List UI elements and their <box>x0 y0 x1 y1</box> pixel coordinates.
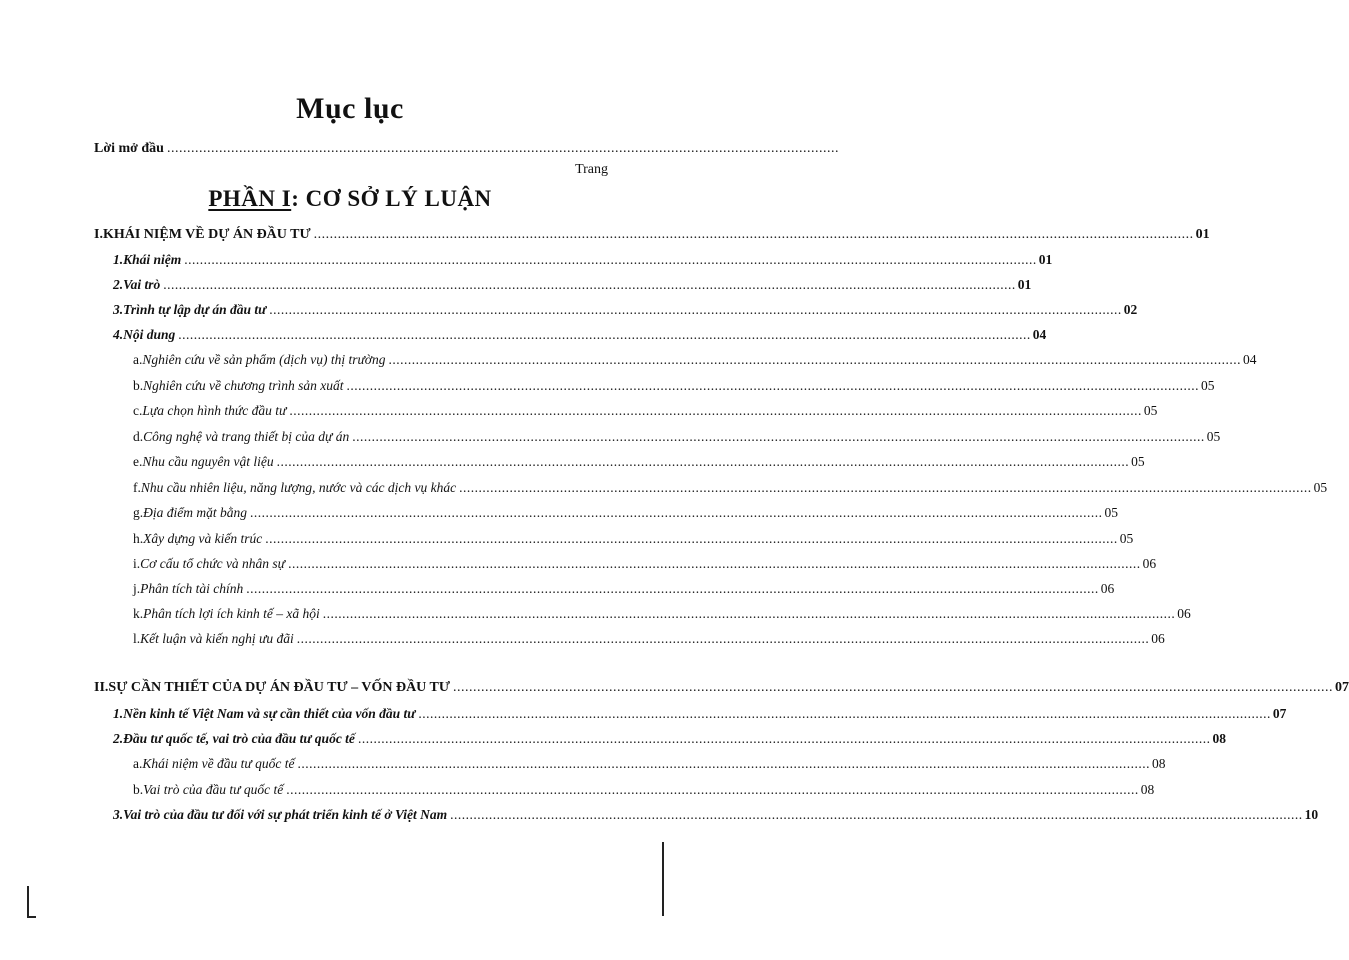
toc-entry-label: KHÁI NIỆM VỀ DỰ ÁN ĐẦU TƯ <box>102 227 311 242</box>
part-heading-title: : CƠ SỞ LÝ LUẬN <box>291 186 492 211</box>
toc-entry-page: 06 <box>1142 556 1157 571</box>
toc-entry-number: b. <box>133 782 144 797</box>
part-heading-number: PHẦN I <box>208 186 292 211</box>
toc-entry[interactable] <box>133 402 1158 420</box>
toc-entry[interactable] <box>113 276 1032 294</box>
toc-entry[interactable] <box>113 301 1138 319</box>
preface-line[interactable] <box>94 140 839 158</box>
toc-entry-page: 07 <box>1335 680 1349 695</box>
dot-leader: ............................................................................................................................................................................................................................ <box>352 429 1205 444</box>
toc-entry-page: 01 <box>1195 227 1210 242</box>
toc-entry-label: Kết luận và kiến nghị ưu đãi <box>140 631 294 646</box>
toc-entry-label: Trình tự lập dự án đầu tư <box>123 302 267 317</box>
toc-entry-number: g. <box>133 505 144 520</box>
toc-entry[interactable] <box>133 377 1215 395</box>
toc-entry-page: 06 <box>1177 606 1191 621</box>
toc-entry-label: Nền kinh tế Việt Nam và sự cần thiết của vốn đầu tư <box>123 706 416 721</box>
dot-leader: ............................................................................................................................................................................................................................ <box>286 782 1139 797</box>
dot-leader: ............................................................................................................................................................................................................................ <box>346 378 1200 393</box>
toc-entry-label: Khái niệm <box>123 252 182 267</box>
toc-entry-number: 3. <box>113 807 124 822</box>
toc-entry-number: j. <box>133 581 141 596</box>
dot-leader: ............................................................................................................................................................................................................................ <box>178 327 1031 342</box>
toc-entry-page: 08 <box>1212 731 1226 746</box>
toc-entry-page: 05 <box>1119 531 1134 546</box>
toc-entry-label: Vai trò của đầu tư quốc tế <box>143 782 284 797</box>
toc-entry[interactable] <box>94 226 1210 244</box>
toc-entry-page: 01 <box>1038 252 1053 267</box>
toc-entry-number: 3. <box>113 302 124 317</box>
dot-leader: ............................................................................................................................................................................................................................ <box>450 807 1303 822</box>
toc-entry-number: e. <box>133 454 143 469</box>
dot-leader: ............................................................................................................................................................................................................................ <box>288 556 1141 571</box>
toc-entry-label: Nội dung <box>123 327 176 342</box>
toc-entry-number: c. <box>133 403 143 418</box>
toc-entry[interactable] <box>113 806 1319 824</box>
toc-entry-number: a. <box>133 756 143 771</box>
toc-entry-page: 07 <box>1272 706 1287 721</box>
left-margin-mark <box>27 886 29 918</box>
toc-entry-page: 05 <box>1313 480 1328 495</box>
toc-entry-page: 04 <box>1243 352 1257 367</box>
toc-entry-number: 1. <box>113 706 124 721</box>
toc-entry-label: Công nghệ và trang thiết bị của dự án <box>143 429 350 444</box>
toc-entry-label: SỰ CẦN THIẾT CỦA DỰ ÁN ĐẦU TƯ – VỐN ĐẦU TƯ <box>108 680 451 695</box>
toc-entry-page: 02 <box>1123 302 1138 317</box>
toc-entry-number: f. <box>133 480 141 495</box>
dot-leader: ............................................................................................................................................................................................................................ <box>357 731 1211 746</box>
toc-entry-page: 05 <box>1131 454 1145 469</box>
toc-entry-label: Vai trò <box>123 277 161 292</box>
toc-entry-page: 06 <box>1100 581 1115 596</box>
toc-entry[interactable] <box>133 755 1166 773</box>
toc-entry-number: II. <box>94 680 109 695</box>
dot-leader: ............................................................................................................................................................................................................................ <box>388 352 1242 367</box>
part-heading <box>0 186 700 212</box>
toc-entry[interactable] <box>133 428 1221 446</box>
toc-entry-label: Xây dựng và kiến trúc <box>143 531 263 546</box>
toc-entry[interactable] <box>133 555 1157 573</box>
toc-entry[interactable] <box>133 580 1115 598</box>
toc-entry-number: h. <box>133 531 144 546</box>
dot-leader: ............................................................................................................................................................................................................................ <box>163 277 1016 292</box>
toc-entry[interactable] <box>133 530 1134 548</box>
toc-entry-number: 1. <box>113 252 124 267</box>
toc-entry-page: 08 <box>1140 782 1155 797</box>
toc-entry-page: 10 <box>1304 807 1319 822</box>
toc-entry-number: I. <box>94 227 103 242</box>
toc-entry-page: 05 <box>1104 505 1118 520</box>
dot-leader: ............................................................................................................................................................................................................................ <box>265 531 1118 546</box>
toc-entry[interactable] <box>113 326 1047 344</box>
toc-entry-number: i. <box>133 556 141 571</box>
dot-leader: ........................................................................................................................................................................ <box>166 141 839 156</box>
toc-entry-page: 04 <box>1032 327 1047 342</box>
toc-entry-number: b. <box>133 378 144 393</box>
dot-leader: ............................................................................................................................................................................................................................ <box>296 631 1150 646</box>
toc-entry[interactable] <box>113 705 1287 723</box>
dot-leader: ............................................................................................................................................................................................................................ <box>276 454 1130 469</box>
toc-entry-label: Đầu tư quốc tế, vai trò của đầu tư quốc tế <box>123 731 355 746</box>
right-margin-mark <box>662 842 664 916</box>
toc-entry-number: k. <box>133 606 144 621</box>
toc-entry[interactable] <box>133 351 1257 369</box>
toc-entry-label: Nhu cầu nguyên vật liệu <box>142 454 274 469</box>
toc-entry-number: 4. <box>113 327 124 342</box>
toc-entry[interactable] <box>94 679 1349 697</box>
toc-entry-label: Lựa chọn hình thức đầu tư <box>142 403 287 418</box>
toc-entry-number: 2. <box>113 731 124 746</box>
dot-leader: ............................................................................................................................................................................................................................ <box>184 252 1037 267</box>
dot-leader: ............................................................................................................................................................................................................................ <box>246 581 1099 596</box>
toc-entry[interactable] <box>133 630 1165 648</box>
toc-entry-number: d. <box>133 429 144 444</box>
toc-entry-page: 08 <box>1151 756 1166 771</box>
toc-entry-label: Vai trò của đầu tư đối với sự phát triển kinh tế ở Việt Nam <box>123 807 448 822</box>
toc-entry-page: 05 <box>1201 378 1215 393</box>
dot-leader: ............................................................................................................................................................................................................................ <box>313 227 1194 242</box>
toc-entry[interactable] <box>133 504 1118 522</box>
toc-entry[interactable] <box>133 605 1191 623</box>
dot-leader: ............................................................................................................................................................................................................................ <box>269 302 1122 317</box>
dot-leader: ............................................................................................................................................................................................................................ <box>453 680 1334 695</box>
page-title: Mục lục <box>296 92 404 125</box>
dot-leader: ............................................................................................................................................................................................................................ <box>297 756 1150 771</box>
toc-entry[interactable] <box>113 730 1226 748</box>
toc-entry-label: Cơ cấu tổ chức và nhân sự <box>140 556 286 571</box>
toc-entry[interactable] <box>133 781 1155 799</box>
toc-entry-number: a. <box>133 352 143 367</box>
toc-entry-label: Phân tích lợi ích kinh tế – xã hội <box>143 606 320 621</box>
toc-entry-page: 06 <box>1151 631 1165 646</box>
toc-entry-page: 05 <box>1143 403 1158 418</box>
left-margin-mark-foot <box>27 916 36 918</box>
toc-entry-label: Phân tích tài chính <box>140 581 244 596</box>
toc-entry[interactable] <box>113 251 1053 269</box>
toc-entry-label: Nghiên cứu về sản phẩm (dịch vụ) thị trường <box>142 352 386 367</box>
dot-leader: ............................................................................................................................................................................................................................ <box>289 403 1142 418</box>
toc-entry-label: Địa điểm mặt bằng <box>143 505 247 520</box>
toc-entry[interactable] <box>133 453 1145 471</box>
dot-leader: ............................................................................................................................................................................................................................ <box>418 706 1271 721</box>
toc-entry-number: 2. <box>113 277 124 292</box>
toc-entry[interactable] <box>133 479 1328 497</box>
toc-entry-label: Nghiên cứu về chương trình sản xuất <box>143 378 344 393</box>
toc-entry-page: 05 <box>1206 429 1221 444</box>
dot-leader: ............................................................................................................................................................................................................................ <box>459 480 1312 495</box>
page-column-label: Trang <box>575 162 608 177</box>
dot-leader: ............................................................................................................................................................................................................................ <box>250 505 1103 520</box>
toc-entry-page: 01 <box>1017 277 1032 292</box>
dot-leader: ............................................................................................................................................................................................................................ <box>322 606 1176 621</box>
toc-entry-label: Nhu cầu nhiên liệu, năng lượng, nước và các dịch vụ khác <box>140 480 457 495</box>
toc-entry-number: l. <box>133 631 141 646</box>
toc-entry-label: Khái niệm về đầu tư quốc tế <box>142 756 295 771</box>
preface-label: Lời mở đầu <box>94 141 164 156</box>
